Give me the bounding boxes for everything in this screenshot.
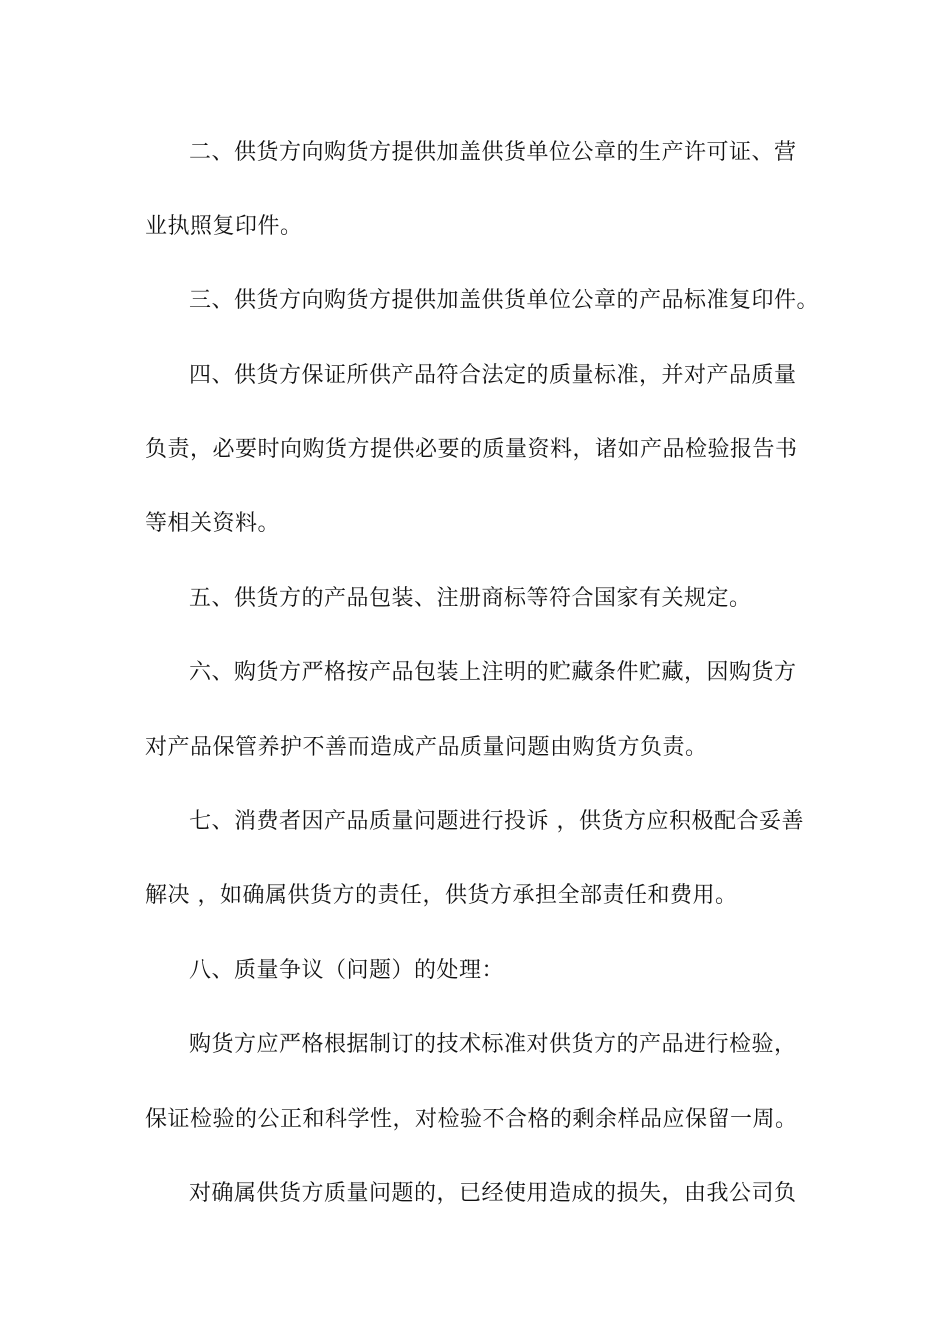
clause-4-line-2: 负责，必要时向购货方提供必要的质量资料，诸如产品检验报告书 [145, 437, 798, 462]
clause-4-line-3: 等相关资料。 [145, 511, 281, 536]
clause-8-para-2-line-1: 对确属供货方质量问题的，已经使用造成的损失，由我公司负 [189, 1181, 797, 1206]
clause-7-line-1: 七、消费者因产品质量问题进行投诉 ，供货方应积极配合妥善 [189, 809, 804, 834]
clause-8-heading: 八、质量争议（问题）的处理： [189, 958, 505, 983]
clause-3-line-1: 三、供货方向购货方提供加盖供货单位公章的产品标准复印件。 [189, 288, 820, 313]
clause-8-para-1-line-2: 保证检验的公正和科学性，对检验不合格的剩余样品应保留一周。 [145, 1107, 798, 1132]
clause-6-line-2: 对产品保管养护不善而造成产品质量问题由购货方负责。 [145, 735, 708, 760]
clause-5-line-1: 五、供货方的产品包装、注册商标等符合国家有关规定。 [189, 586, 752, 611]
clause-4-line-1: 四、供货方保证所供产品符合法定的质量标准，并对产品质量 [189, 363, 797, 388]
clause-2-line-1: 二、供货方向购货方提供加盖供货单位公章的生产许可证、营 [189, 140, 797, 165]
clause-8-para-1-line-1: 购货方应严格根据制订的技术标准对供货方的产品进行检验， [189, 1032, 797, 1057]
clause-7-line-2: 解决 ，如确属供货方的责任，供货方承担全部责任和费用。 [145, 883, 738, 908]
clause-2-line-2: 业执照复印件。 [145, 214, 303, 239]
clause-6-line-1: 六、购货方严格按产品包装上注明的贮藏条件贮藏，因购货方 [189, 660, 797, 685]
